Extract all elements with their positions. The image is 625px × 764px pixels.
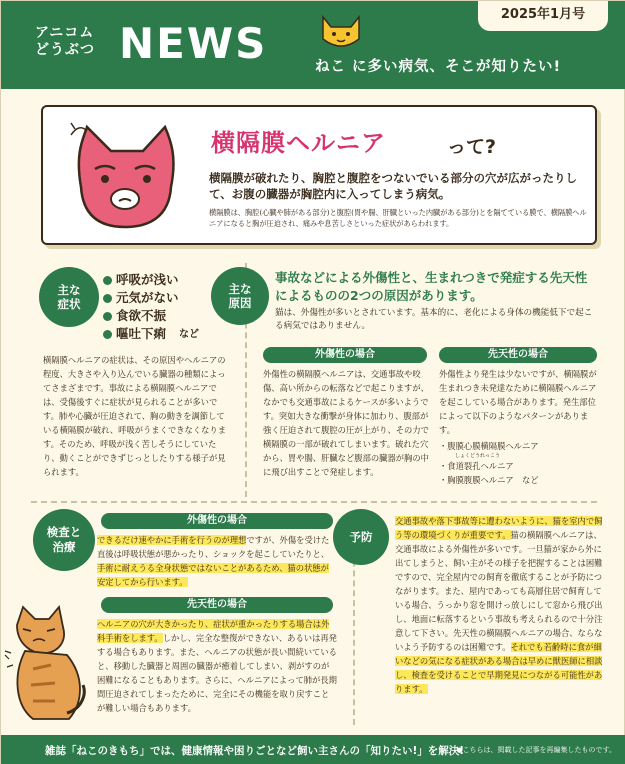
treatment-badge-line-1: 検査と (46, 525, 82, 539)
body-text: ですが、外傷を受けた直後は呼吸状態が悪かったり、ショックを起こしていたりと、 (97, 535, 330, 559)
congenital-pattern-list (439, 439, 599, 487)
highlight-text: 手術に耐えうる全身状態ではないことがあるため、猫の状態が安定してから行います。 (97, 563, 329, 587)
bullet-icon (103, 276, 112, 285)
symptoms-badge-line-2: 症状 (57, 297, 81, 311)
causes-headline: 事故などによる外傷性と、生まれつきで発症する先天性によるものの2つの原因があります。 (275, 270, 588, 303)
treatment-badge (33, 509, 95, 571)
brand-line-1: アニコム (35, 25, 95, 41)
symptom-label: 元気がない (116, 290, 179, 305)
congenital-cause-text: 外傷性より発生は少ないですが、横隔膜が生まれつき未発達なために横隔膜ヘルニアを起こしている場合があります。発生部位によって以下のようなパターンがあります。 (439, 369, 597, 435)
brand-line-2: どうぶつ (35, 42, 95, 58)
sick-cat-icon (65, 117, 187, 235)
symptom-item (103, 325, 179, 343)
intro-title: 横隔膜ヘルニア (211, 129, 386, 157)
highlight-text: それでも若齢時に食が細いなどの気になる症状がある場合は早めに獣医師に相談し、検査を受けることで早期発見につながる可能性があります。 (395, 642, 603, 694)
congenital-pattern-item: ・腹膜心膜横隔膜ヘルニア (439, 441, 539, 451)
intro-title-suffix: って? (447, 136, 497, 158)
tabby-cat-illustration (3, 585, 89, 725)
causes-subtext: 猫は、外傷性が多いとされています。基本的に、老化による身体の機能低下で起こる病気ではありません。 (275, 308, 593, 331)
symptom-label: 食欲不振 (116, 308, 167, 323)
causes-badge-line-1: 主な (228, 282, 252, 296)
treatment-panel (97, 513, 337, 715)
treatment-badge-line-2: 治療 (52, 540, 76, 554)
bullet-icon (103, 330, 112, 339)
congenital-cause-label: 先天性の場合 (439, 347, 597, 363)
causes-badge-line-2: 原因 (228, 296, 252, 310)
ruby-text: しょくどうれっこう (455, 453, 501, 459)
treatment-trauma-label: 外傷性の場合 (101, 513, 333, 529)
symptom-label: 呼吸が浅い (116, 272, 179, 287)
symptom-item (103, 289, 179, 307)
highlight-text: できるだけ速やかに手術を行うのが理想 (97, 535, 247, 545)
body-text: 猫の横隔膜ヘルニアは、交通事故による外傷性が多いです。一旦猫が家から外に出てしまうと、飼い主がその様子を把握することは困難ですので、完全屋内での飼育を徹底することが予防につながります。また、屋内であっても高層住居で飼育している場合、うっかり窓を開けっ放しにして窓から飛び出し、地面に転落するという事故も考えられるので十分注意して下さい。先天性の横隔膜ヘルニアの場合、ならないよう予防するのは困難です。 (395, 530, 603, 652)
footer-message: 雑誌「ねこのきもち」では、健康情報や困りごとなど飼い主さんの「知りたい!」を解決! (45, 745, 465, 757)
prevention-body (395, 514, 603, 696)
symptom-etc: など (179, 329, 199, 340)
treatment-congenital-body (97, 617, 337, 715)
intro-lead: 横隔膜が破れたり、胸腔と腹腔をつないでいる部分の穴が広がったりして、お腹の臓器が胸腔内に入ってしまう病気。 (209, 171, 577, 201)
congenital-pattern-item: ・胸膜腹膜ヘルニア など (439, 475, 539, 485)
congenital-cause-body (439, 367, 599, 487)
symptom-item (103, 307, 179, 325)
symptom-list (103, 271, 179, 343)
symptom-label: 嘔吐下痢 (116, 326, 167, 341)
cat-face-icon (319, 11, 363, 51)
bullet-icon (103, 294, 112, 303)
symptoms-badge-line-1: 主な (57, 283, 81, 297)
symptoms-body: 横隔膜ヘルニアの症状は、その原因やヘルニアの程度、大きさや入り込んでいる臓器の種類によってさまざまです。事故による横隔膜ヘルニアでは、受傷後すぐに症状が見られることが多いです。肺や心臓が圧迫されて、胸の動きを調節している横隔膜が破れ、呼吸がうまくできなくなります。そのため、呼吸が浅く苦しそうにしていたり、動くことができずじっとしたりする様子が見られます。 (43, 355, 227, 477)
header-tagline: ねこ に多い病気、そこが知りたい! (315, 59, 562, 75)
footer-bar (1, 735, 625, 764)
section-divider (31, 501, 597, 503)
treatment-trauma-body (97, 533, 337, 589)
causes-badge (211, 267, 269, 325)
trauma-cause-body: 外傷性の横隔膜ヘルニアは、交通事故や咬傷、高い所からの転落などで起こりますが、なかでも交通事故によるケースが多いようです。突如大きな衝撃が身体に加わり、腹部が強く圧迫されて腹腔の圧が上がり、その力で横隔膜の一部が破れてしまいます。破れた穴から、胃や腸、肝臓など腹部の臓器が胸の中に飛び出すことで発症します。 (263, 369, 429, 477)
prevention-badge: 予防 (333, 509, 389, 565)
symptoms-badge (39, 267, 99, 327)
body-text: しかし、完全な整復ができない、あるいは再発する場合もあります。また、ヘルニアの状態が長い間続いていると、移動した臓器と周囲の臓器が癒着してしまい、剥がすのが困難になることもあります。さらに、ヘルニアによって肺が長期間圧迫されてしまったために、完全にその機能を取り戻すことが難しい場合もあります。 (97, 633, 337, 713)
highlight-text: 交通事故や落下事故等に遭わないように、猫を室内で飼う等の環境づくりが重要です。 (395, 516, 603, 540)
highlight-text: ヘルニアの穴が大きかったり、症状が重かったりする場合は外科手術をします。 (97, 619, 330, 643)
symptom-item (103, 271, 179, 289)
intro-note: 横隔膜は、胸腔(心臓や肺がある部分)と腹腔(胃や腸、肝臓といった内臓がある部分)とを隔てている膜で、横隔膜ヘルニアになると胸が圧迫され、痛みや息苦しさといった症状があらわれます。 (209, 208, 587, 228)
issue-date: 2025年1月号 (478, 1, 608, 31)
congenital-pattern-item: ・食道裂孔ヘルニア (439, 461, 514, 471)
brand-news-logo: NEWS (119, 19, 268, 68)
bullet-icon (103, 312, 112, 321)
treatment-congenital-label: 先天性の場合 (101, 597, 333, 613)
intro-card (41, 105, 597, 245)
trauma-cause-label: 外傷性の場合 (263, 347, 427, 363)
header-banner (1, 1, 625, 89)
footer-note: ●こちらは、掲載した記事を再編集したものです。 (456, 746, 616, 754)
brand-label (35, 25, 95, 59)
